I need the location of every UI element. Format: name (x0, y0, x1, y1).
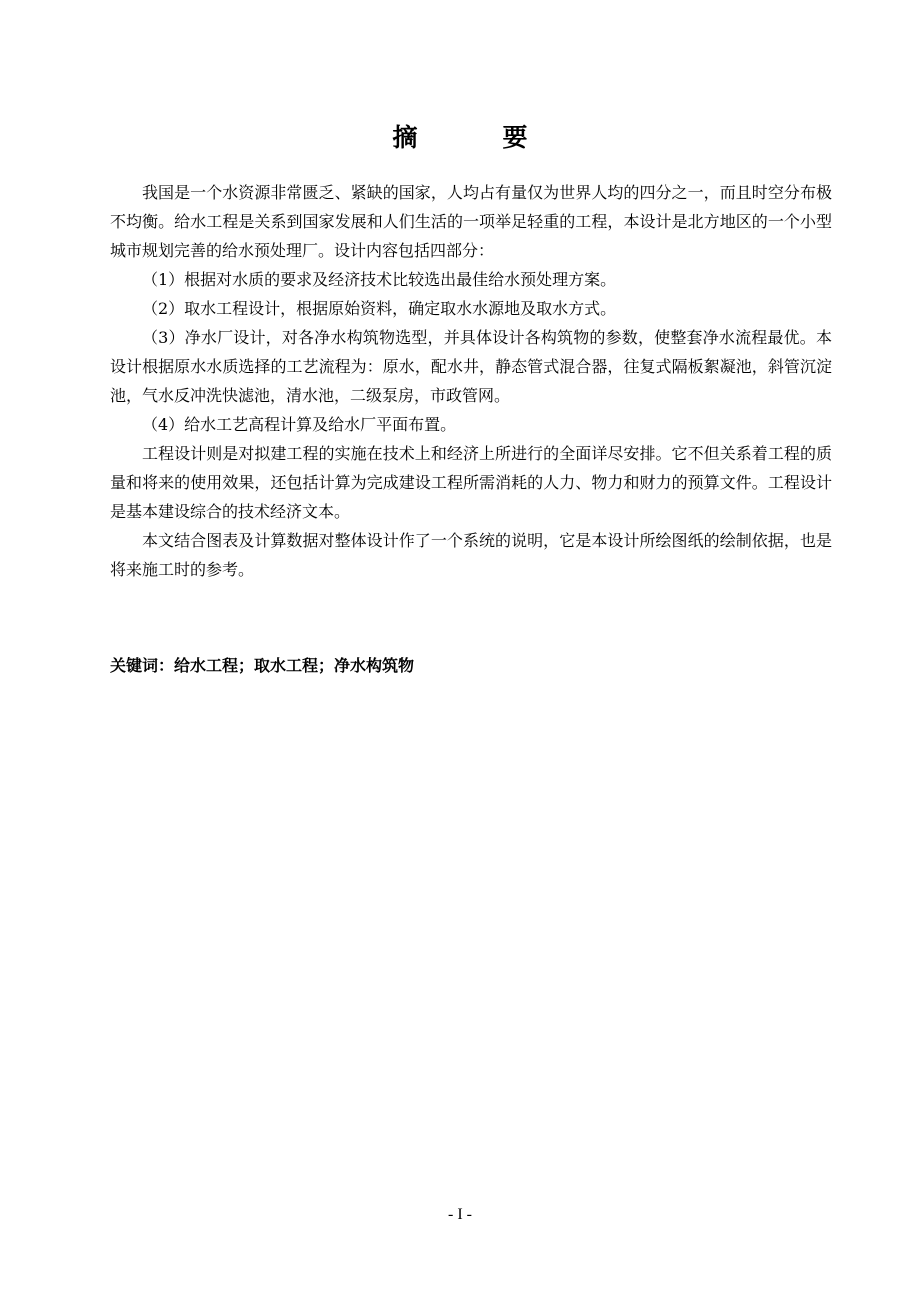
paragraph-item-3: （3）净水厂设计，对各净水构筑物选型，并具体设计各构筑物的参数，使整套净水流程最优。本设计根据原水水质选择的工艺流程为：原水，配水井，静态管式混合器，往复式隔板絮凝池，斜管沉淀池，气水反冲洗快滤池，清水池，二级泵房，市政管网。 (110, 328, 832, 405)
paragraph-intro: 我国是一个水资源非常匮乏、紧缺的国家，人均占有量仅为世界人均的四分之一，而且时空分布极不均衡。给水工程是关系到国家发展和人们生活的一项举足轻重的工程，本设计是北方地区的一个小型城市规划完善的给水预处理厂。设计内容包括四部分： (110, 183, 832, 260)
abstract-body (110, 178, 832, 584)
abstract-title: 摘 要 (392, 123, 558, 152)
page-number: - I - (448, 1206, 472, 1223)
paragraph-item-4: （4）给水工艺高程计算及给水厂平面布置。 (142, 415, 457, 434)
paragraph-engineering-design: 工程设计则是对拟建工程的实施在技术上和经济上所进行的全面详尽安排。它不但关系着工程的质量和将来的使用效果，还包括计算为完成建设工程所需消耗的人力、物力和财力的预算文件。工程设计是基本建设综合的技术经济文本。 (110, 444, 832, 521)
keywords-line: 关键词：给水工程；取水工程；净水构筑物 (110, 656, 415, 675)
paragraph-conclusion: 本文结合图表及计算数据对整体设计作了一个系统的说明，它是本设计所绘图纸的绘制依据，也是将来施工时的参考。 (110, 531, 832, 579)
paragraph-item-1: （1）根据对水质的要求及经济技术比较选出最佳给水预处理方案。 (142, 270, 617, 289)
paragraph-item-2: （2）取水工程设计，根据原始资料，确定取水水源地及取水方式。 (142, 299, 617, 318)
